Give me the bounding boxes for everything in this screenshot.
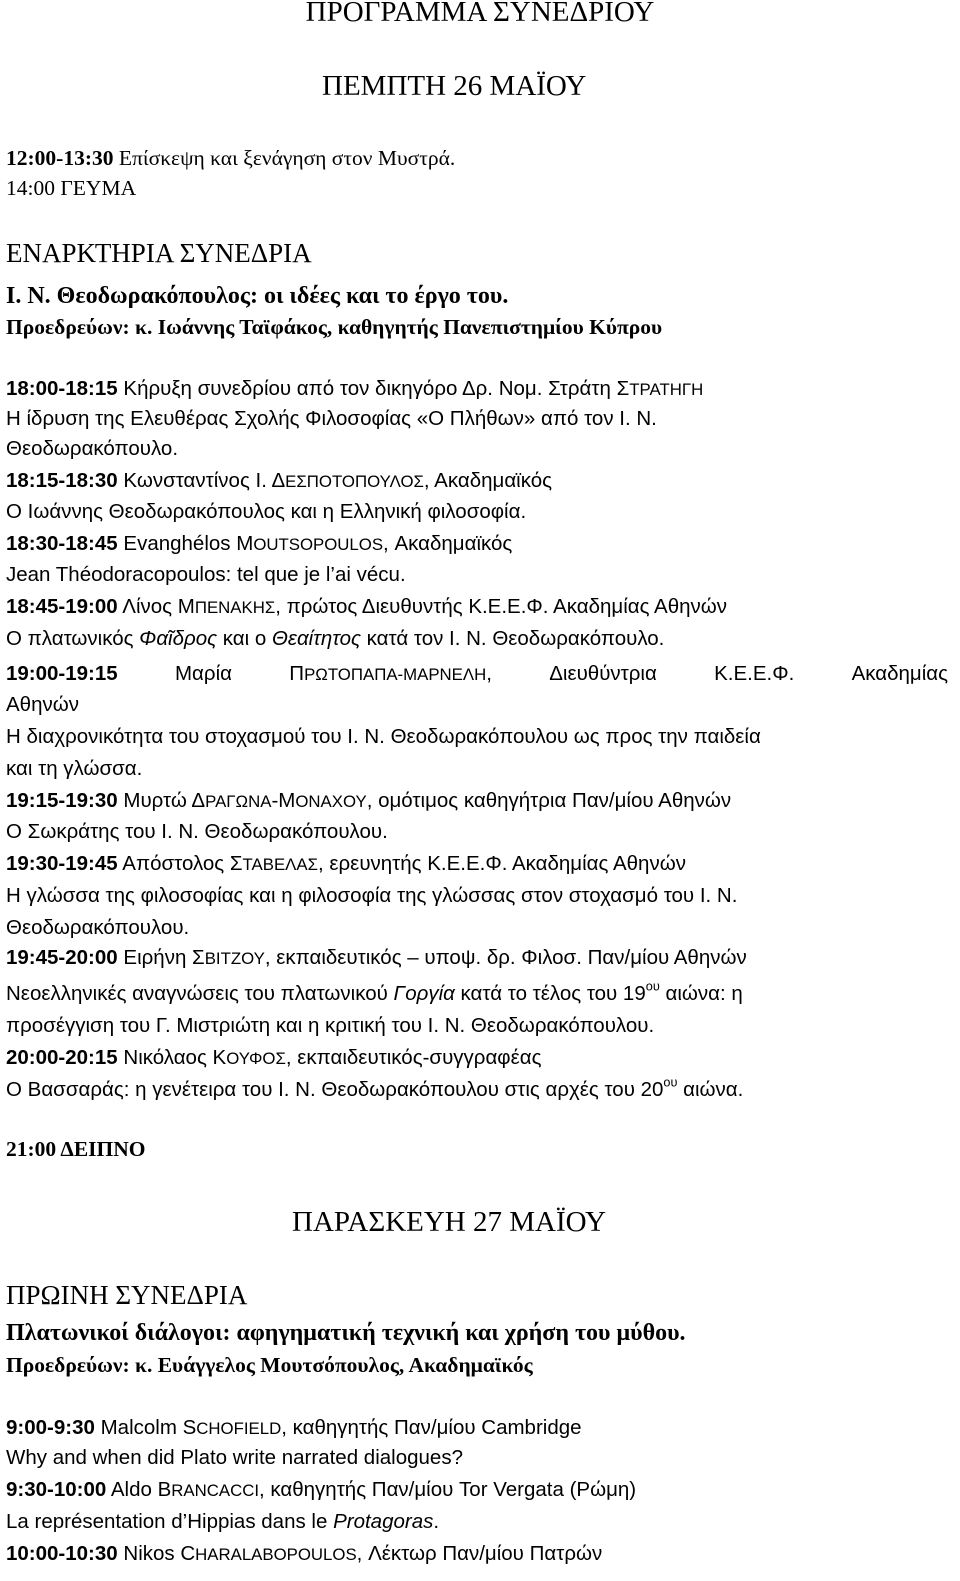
session-subtitle-opening: Ι. Ν. Θεοδωρακόπουλος: οι ιδέες και το έργο του. xyxy=(6,283,509,309)
event-visit: 12:00-13:30 Επίσκεψη και ξενάγηση στον Μυστρά. xyxy=(6,146,456,170)
talk-title-cont: προσέγγιση του Γ. Μιστριώτη και η κριτική του Ι. Ν. Θεοδωρακόπουλου. xyxy=(6,1014,655,1037)
event-lunch: 14:00 ΓΕΥΜΑ xyxy=(6,176,137,200)
talk-speaker: 18:45-19:00 Λίνος ΜΠΕΝΑΚΗΣ, πρώτος Διευθυντής Κ.Ε.Ε.Φ. Ακαδημίας Αθηνών xyxy=(6,595,728,618)
talk-title-cont: Θεοδωρακόπουλο. xyxy=(6,437,179,460)
talk-title: Ο πλατωνικός Φαῖδρος και ο Θεαίτητος κατά τον Ι. Ν. Θεοδωρακόπουλο. xyxy=(6,627,665,650)
talk-title: Η διαχρονικότητα του στοχασμού του Ι. Ν. Θεοδωρακόπουλου ως προς την παιδεία xyxy=(6,725,761,748)
talk-title: Νεοελληνικές αναγνώσεις του πλατωνικού Γοργία κατά το τέλος του $19^{o\upsilon}$ αιώνα: η xyxy=(6,978,743,1005)
talk-title: Ο Βασσαράς: η γενέτειρα του Ι. Ν. Θεοδωρακόπουλου στις αρχές του $20^{o\upsilon}$ αιώνα. xyxy=(6,1074,744,1101)
talk-title: Η ίδρυση της Ελευθέρας Σχολής Φιλοσοφίας «Ο Πλήθων» από τον Ι. Ν. xyxy=(6,407,657,430)
talk-speaker: 19:45-20:00 Ειρήνη ΣΒΙΤΖΟΥ, εκπαιδευτικός – υποψ. δρ. Φιλοσ. Παν/μίου Αθηνών xyxy=(6,946,747,969)
talk-speaker: 20:00-20:15 Νικόλαος ΚΟΥΦΟΣ, εκπαιδευτικός-συγγραφέας xyxy=(6,1046,542,1069)
session-chair-opening: Προεδρεύων: κ. Ιωάννης Ταϊφάκος, καθηγητής Πανεπιστημίου Κύπρου xyxy=(6,315,663,339)
talk-speaker: 19:30-19:45 Απόστολος ΣΤΑΒΕΛΑΣ, ερευνητής Κ.Ε.Ε.Φ. Ακαδημίας Αθηνών xyxy=(6,852,686,875)
talk-title: Ο Ιωάννης Θεοδωρακόπουλος και η Ελληνική φιλοσοφία. xyxy=(6,500,527,523)
page-title: ΠΡΟΓΡΑΜΜΑ ΣΥΝΕΔΡΙΟΥ xyxy=(305,0,655,28)
day-heading-thursday: ΠΕΜΠΤΗ 26 ΜΑΪΟΥ xyxy=(322,70,587,102)
talk-speaker: 19:00-19:15 Μαρία ΠΡΩΤΟΠΑΠΑ-ΜΑΡΝΕΛΗ, Διευθύντρια Κ.Ε.Ε.Φ. Ακαδημίας xyxy=(6,662,948,685)
talk-title: Η γλώσσα της φιλοσοφίας και η φιλοσοφία της γλώσσας στον στοχασμό του Ι. Ν. xyxy=(6,884,738,907)
talk-speaker: 18:00-18:15 Κήρυξη συνεδρίου από τον δικηγόρο Δρ. Νομ. Στράτη ΣΤΡΑΤΗΓΗ xyxy=(6,377,704,400)
session-chair-morning: Προεδρεύων: κ. Ευάγγελος Μουτσόπουλος, Ακαδημαϊκός xyxy=(6,1353,533,1377)
talk-speaker: 9:30-10:00 Aldo BRANCACCI, καθηγητής Παν/μίου Tor Vergata (Ρώμη) xyxy=(6,1478,637,1501)
talk-speaker-cont: Αθηνών xyxy=(6,693,79,716)
talk-title: La représentation d’Hippias dans le Protagoras. xyxy=(6,1510,440,1533)
talk-title-cont: Θεοδωρακόπουλου. xyxy=(6,916,190,939)
session-title-opening: ΕΝΑΡΚΤΗΡΙΑ ΣΥΝΕΔΡΙΑ xyxy=(6,238,312,268)
event-dinner: 21:00 ΔΕΙΠΝΟ xyxy=(6,1137,146,1161)
talk-speaker: 9:00-9:30 Malcolm SCHOFIELD, καθηγητής Παν/μίου Cambridge xyxy=(6,1416,582,1439)
talk-speaker: 18:15-18:30 Κωνσταντίνος Ι. ΔΕΣΠΟΤΟΠΟΥΛΟΣ, Ακαδημαϊκός xyxy=(6,469,553,492)
day-heading-friday: ΠΑΡΑΣΚΕΥΗ 27 ΜΑΪΟΥ xyxy=(292,1206,607,1238)
session-subtitle-morning: Πλατωνικοί διάλογοι: αφηγηματική τεχνική και χρήση του μύθου. xyxy=(6,1320,686,1346)
talk-title: Jean Théodoracopoulos: tel que je l’ai vécu. xyxy=(6,563,406,586)
talk-speaker: 10:00-10:30 Nikos CHARALABOPOULOS, Λέκτωρ Παν/μίου Πατρών xyxy=(6,1542,603,1565)
talk-speaker: 18:30-18:45 Evanghélos MOUTSOPOULOS, Ακαδημαϊκός xyxy=(6,532,513,555)
talk-title: Ο Σωκράτης του Ι. Ν. Θεοδωρακόπουλου. xyxy=(6,820,388,843)
talk-speaker: 19:15-19:30 Μυρτώ ΔΡΑΓΩΝΑ-ΜΟΝΑΧΟΥ, ομότιμος καθηγήτρια Παν/μίου Αθηνών xyxy=(6,789,732,812)
talk-title-cont: και τη γλώσσα. xyxy=(6,757,143,780)
talk-title: Why and when did Plato write narrated dialogues? xyxy=(6,1446,463,1469)
session-title-morning: ΠΡΩΙΝΗ ΣΥΝΕΔΡΙΑ xyxy=(6,1280,248,1310)
